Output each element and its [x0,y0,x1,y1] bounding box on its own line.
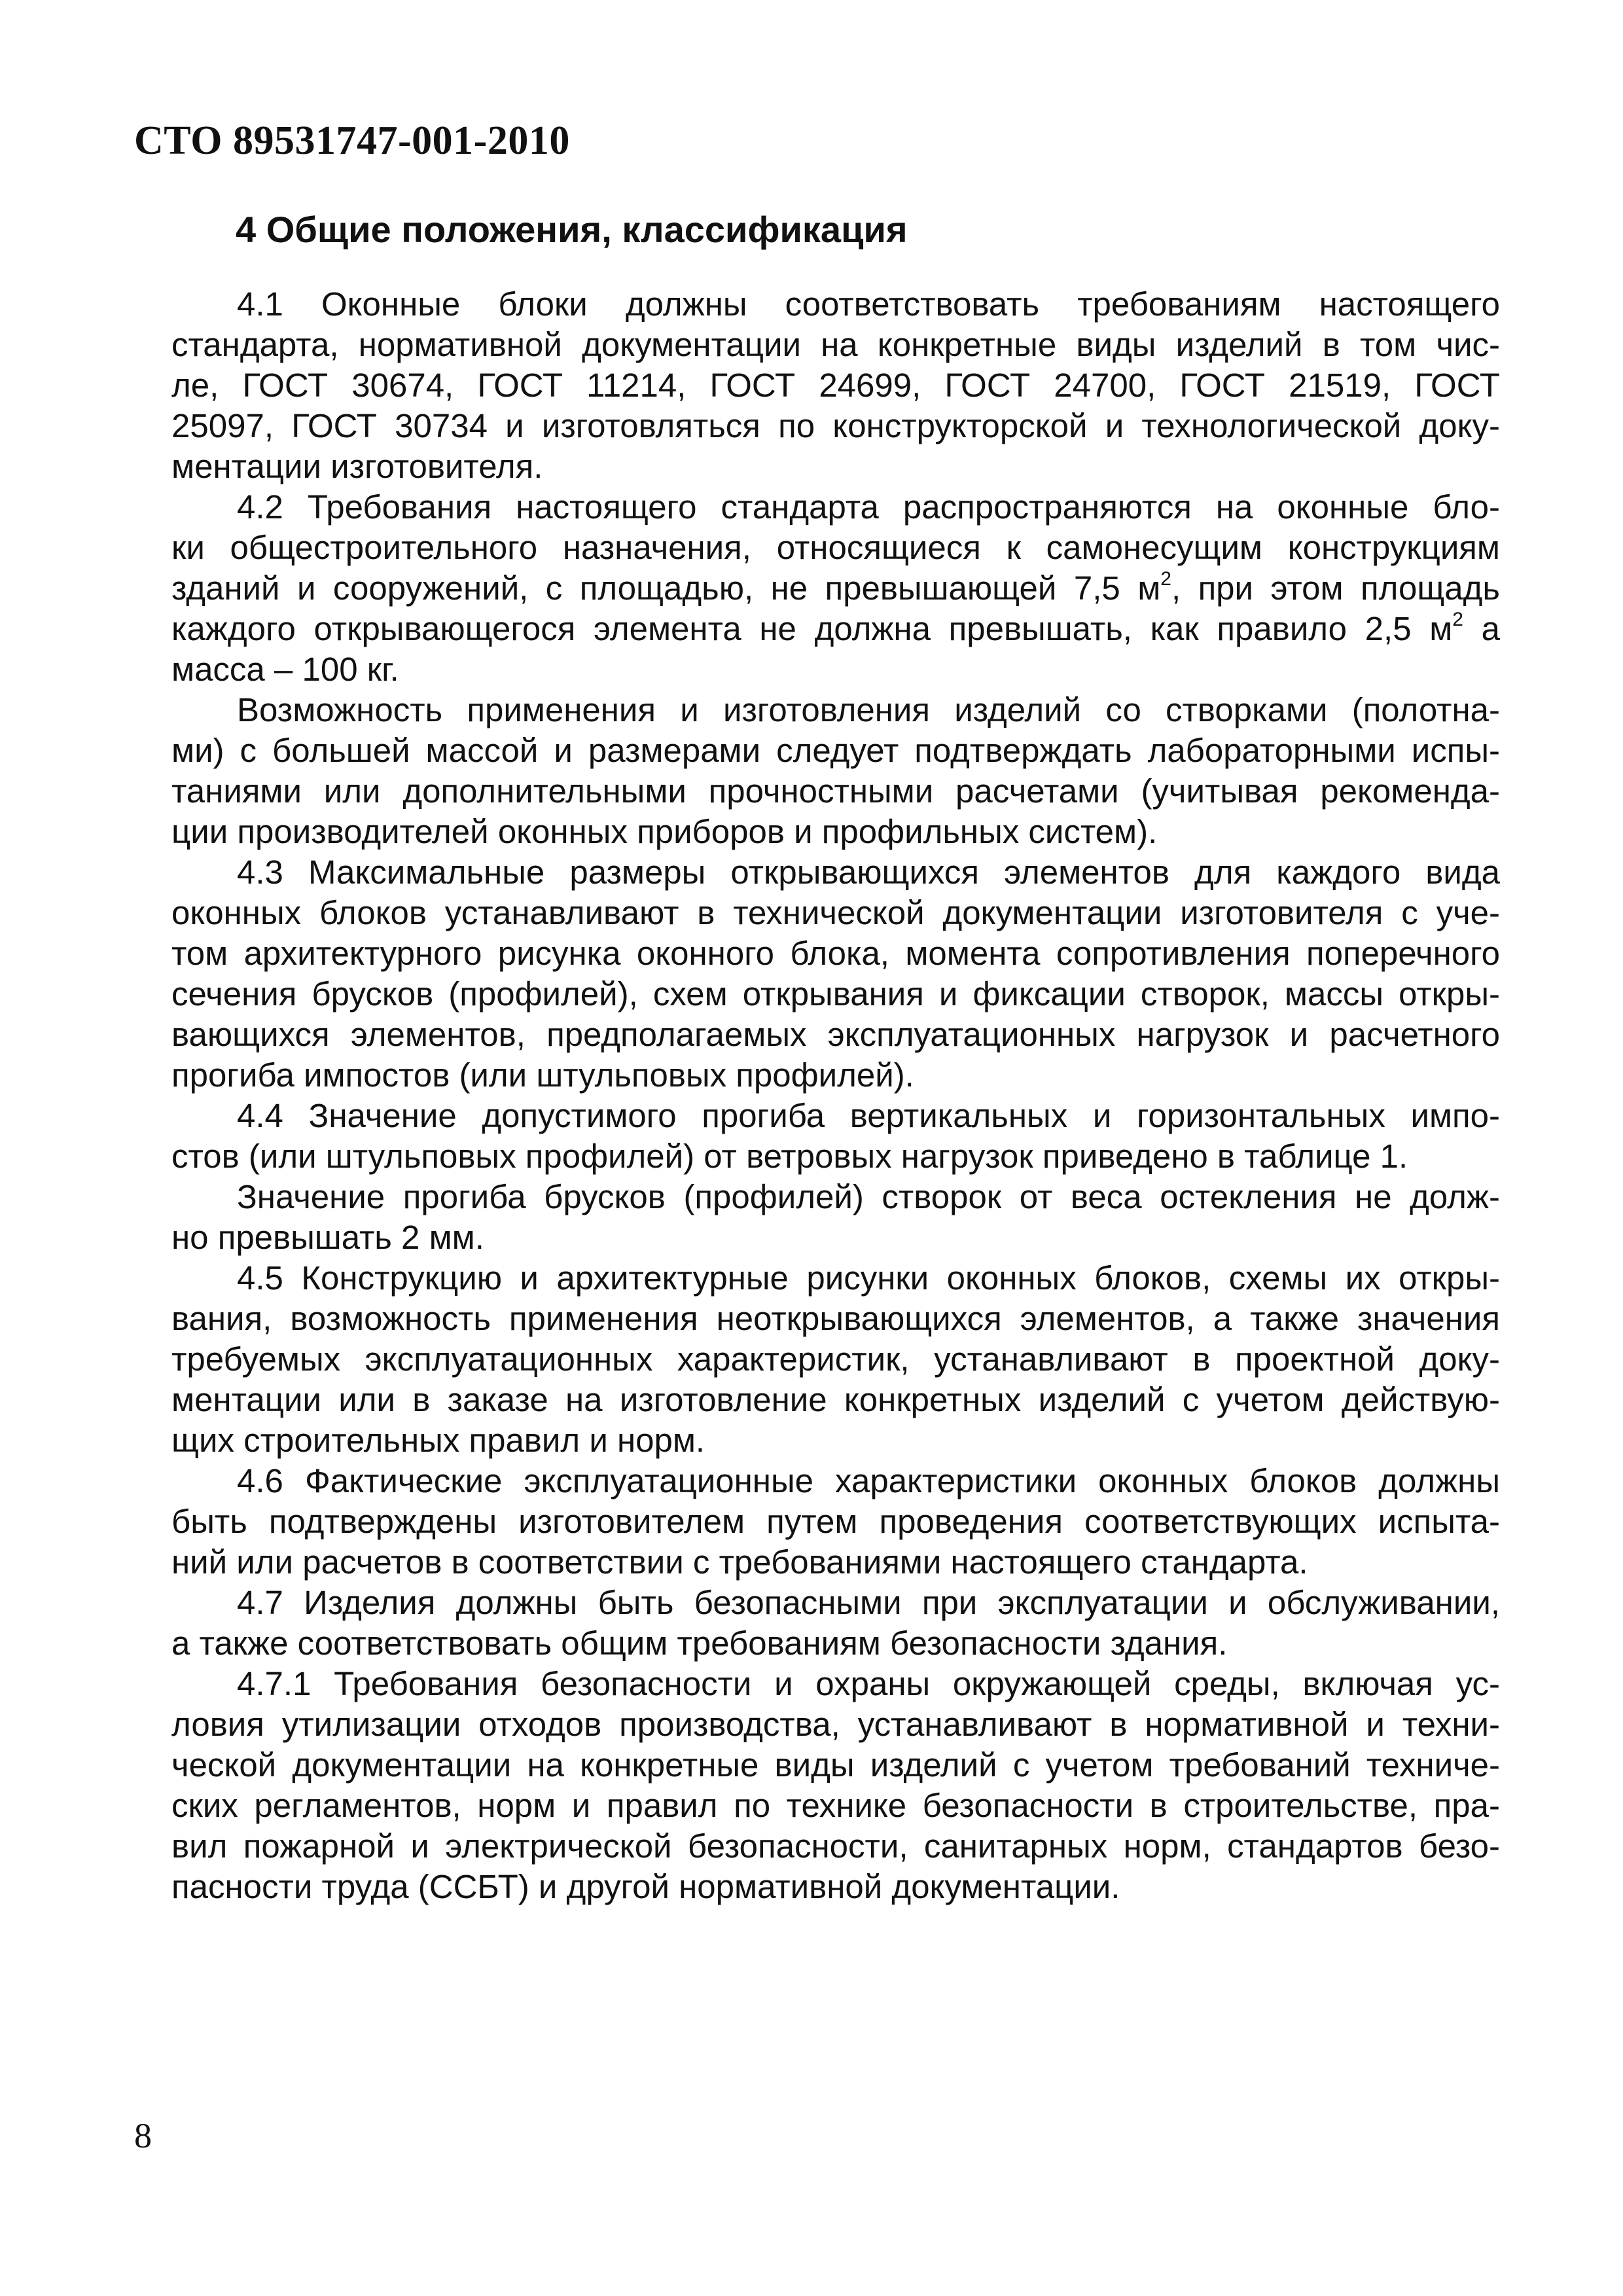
paragraph-4-2-line: 4.2 Требования настоящего стандарта распространяются на оконные бло- [237,488,1500,526]
body-text [171,284,1500,1907]
paragraph-4-3-line: том архитектурного рисунка оконного блока, момента сопротивления поперечного [171,935,1500,972]
paragraph-4-6-line: 4.6 Фактические эксплуатационные характеристики оконных блоков должны [237,1462,1500,1499]
paragraph-4-7-1-line: вил пожарной и электрической безопасности, санитарных норм, стандартов безо- [171,1827,1500,1865]
paragraph-4-3-line: сечения брусков (профилей), схем открывания и фиксации створок, массы откры- [171,975,1500,1013]
paragraph-4-1-line: 25097, ГОСТ 30734 и изготовляться по конструкторской и технологической доку- [171,407,1500,444]
paragraph-4-4-line: 4.4 Значение допустимого прогиба вертикальных и горизонтальных импо- [237,1097,1500,1134]
paragraph-4-1-line: ле, ГОСТ 30674, ГОСТ 11214, ГОСТ 24699, ГОСТ 24700, ГОСТ 21519, ГОСТ [171,367,1500,404]
paragraph-4-4-line: стов (или штульповых профилей) от ветровых нагрузок приведено в таблице 1. [171,1138,1408,1175]
line-text: , при этом площадь [1171,569,1500,607]
line-text: зданий и сооружений, с площадью, не превышающей 7,5 м [171,569,1161,607]
paragraph-4-7-1-line: ских регламентов, норм и правил по технике безопасности в строительстве, пра- [171,1787,1500,1824]
paragraph-4-7-1-line: ловия утилизации отходов производства, устанавливают в нормативной и техни- [171,1706,1500,1743]
paragraph-4-5-line: вания, возможность применения неоткрывающихся элементов, а также значения [171,1300,1500,1337]
paragraph-possibility-line: таниями или дополнительными прочностными расчетами (учитывая рекоменда- [171,772,1500,810]
paragraph-4-2-line [171,609,1500,649]
paragraph-4-7-1-line: пасности труда (ССБТ) и другой нормативной документации. [171,1868,1120,1905]
paragraph-4-7-line: а также соответствовать общим требованиям безопасности здания. [171,1624,1228,1662]
paragraph-4-1-line: ментации изготовителя. [171,448,543,485]
page-number: 8 [134,2116,152,2155]
paragraph-deflection-line: но превышать 2 мм. [171,1219,484,1256]
superscript-exponent: 2 [1452,609,1463,630]
paragraph-possibility-line: ми) с большей массой и размерами следует подтверждать лабораторными испы- [171,732,1500,769]
paragraph-4-5-line: ментации или в заказе на изготовление конкретных изделий с учетом действую- [171,1381,1500,1418]
paragraph-4-3-line: 4.3 Максимальные размеры открывающихся элементов для каждого вида [237,853,1500,891]
section-heading: 4 Общие положения, классификация [236,209,908,250]
paragraph-4-2-line [171,568,1500,609]
paragraph-4-5-line: требуемых эксплуатационных характеристик, устанавливают в проектной доку- [171,1340,1500,1378]
paragraph-4-1-line: стандарта, нормативной документации на конкретные виды изделий в том чис- [171,326,1500,363]
paragraph-4-3-line: вающихся элементов, предполагаемых эксплуатационных нагрузок и расчетного [171,1016,1500,1053]
paragraph-possibility-line: Возможность применения и изготовления изделий со створками (полотна- [237,691,1500,728]
paragraph-4-7-1-line: ческой документации на конкретные виды изделий с учетом требований техниче- [171,1746,1500,1784]
paragraph-4-7-1-line: 4.7.1 Требования безопасности и охраны окружающей среды, включая ус- [237,1665,1500,1702]
paragraph-4-5-line: 4.5 Конструкцию и архитектурные рисунки оконных блоков, схемы их откры- [237,1259,1500,1297]
paragraph-4-7-line: 4.7 Изделия должны быть безопасными при эксплуатации и обслуживании, [237,1584,1500,1621]
line-text: каждого открывающегося элемента не должна превышать, как правило 2,5 м [171,610,1453,647]
paragraph-4-2-line: ки общестроительного назначения, относящиеся к самонесущим конструкциям [171,529,1500,566]
paragraph-4-3-line: прогиба импостов (или штульповых профилей). [171,1056,914,1094]
paragraph-4-3-line: оконных блоков устанавливают в технической документации изготовителя с уче- [171,894,1500,931]
paragraph-4-6-line: быть подтверждены изготовителем путем проведения соответствующих испыта- [171,1503,1500,1540]
paragraph-4-6-line: ний или расчетов в соответствии с требованиями настоящего стандарта. [171,1543,1308,1581]
paragraph-4-2-line: масса – 100 кг. [171,651,399,688]
line-text: а [1463,610,1500,647]
document-code: СТО 89531747-001-2010 [134,118,570,163]
superscript-exponent: 2 [1160,568,1171,590]
paragraph-4-1-line: 4.1 Оконные блоки должны соответствовать требованиям настоящего [237,285,1500,323]
paragraph-deflection-line: Значение прогиба брусков (профилей) створок от веса остекления не долж- [237,1178,1500,1215]
paragraph-possibility-line: ции производителей оконных приборов и профильных систем). [171,813,1158,850]
paragraph-4-5-line: щих строительных правил и норм. [171,1422,705,1459]
